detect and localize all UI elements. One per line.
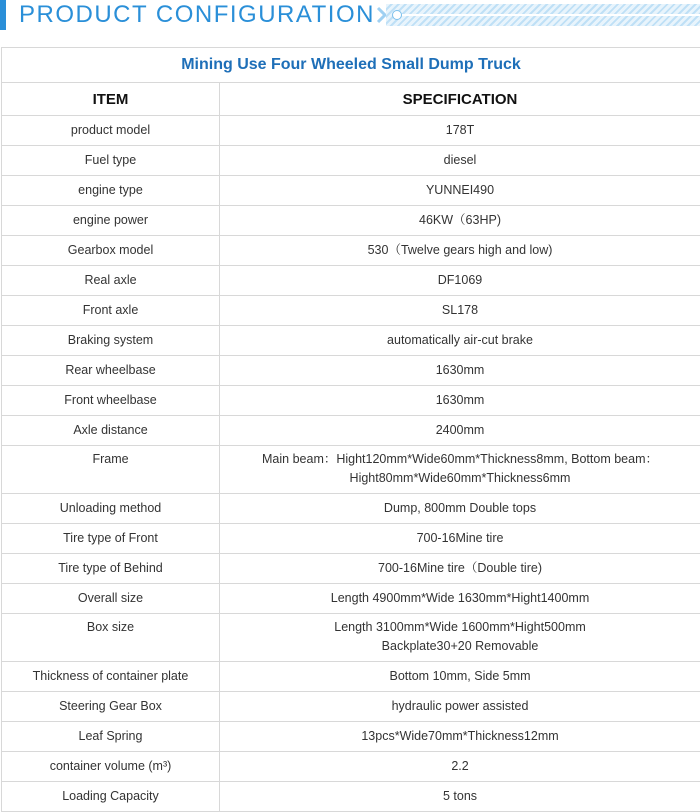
spec-cell: Dump, 800mm Double tops xyxy=(220,494,700,524)
table-row xyxy=(2,554,700,584)
table-caption: Mining Use Four Wheeled Small Dump Truck xyxy=(2,48,700,83)
table-row xyxy=(2,356,700,386)
banner-dot-icon xyxy=(392,10,402,20)
table-row xyxy=(2,116,700,146)
spec-cell: 530（Twelve gears high and low) xyxy=(220,236,700,266)
table-row xyxy=(2,752,700,782)
section-banner xyxy=(0,0,700,30)
item-cell: Front wheelbase xyxy=(2,386,220,416)
table-row xyxy=(2,584,700,614)
spec-cell: DF1069 xyxy=(220,266,700,296)
item-cell: Thickness of container plate xyxy=(2,662,220,692)
table-body xyxy=(2,116,700,812)
header-specification: SPECIFICATION xyxy=(220,83,700,116)
spec-cell: Bottom 10mm, Side 5mm xyxy=(220,662,700,692)
item-cell: Tire type of Behind xyxy=(2,554,220,584)
table-row xyxy=(2,524,700,554)
spec-line: Length 3100mm*Wide 1600mm*Hight500mm xyxy=(334,620,586,634)
spec-cell: 13pcs*Wide70mm*Thickness12mm xyxy=(220,722,700,752)
spec-line: Hight80mm*Wide60mm*Thickness6mm xyxy=(349,471,571,485)
spec-cell xyxy=(220,614,700,662)
spec-cell: 1630mm xyxy=(220,356,700,386)
spec-cell: 178T xyxy=(220,116,700,146)
banner-line xyxy=(402,14,700,16)
item-cell: Loading Capacity xyxy=(2,782,220,812)
spec-cell: 5 tons xyxy=(220,782,700,812)
table-row xyxy=(2,692,700,722)
table-row xyxy=(2,296,700,326)
table-row xyxy=(2,494,700,524)
spec-cell: 700-16Mine tire xyxy=(220,524,700,554)
spec-cell: hydraulic power assisted xyxy=(220,692,700,722)
table-row xyxy=(2,386,700,416)
table-row xyxy=(2,446,700,494)
table-header-row xyxy=(2,83,700,116)
item-cell: Steering Gear Box xyxy=(2,692,220,722)
table-row xyxy=(2,326,700,356)
item-cell: Unloading method xyxy=(2,494,220,524)
item-cell: Gearbox model xyxy=(2,236,220,266)
table-row xyxy=(2,782,700,812)
spec-cell: automatically air-cut brake xyxy=(220,326,700,356)
item-cell: Frame xyxy=(2,446,220,494)
spec-cell: 700-16Mine tire（Double tire) xyxy=(220,554,700,584)
spec-cell: 1630mm xyxy=(220,386,700,416)
item-cell: Front axle xyxy=(2,296,220,326)
spec-table xyxy=(1,47,700,812)
header-item: ITEM xyxy=(2,83,220,116)
item-cell: container volume (m³) xyxy=(2,752,220,782)
item-cell: Axle distance xyxy=(2,416,220,446)
spec-cell: diesel xyxy=(220,146,700,176)
item-cell: Leaf Spring xyxy=(2,722,220,752)
spec-line: Backplate30+20 Removable xyxy=(381,639,539,653)
spec-cell: Length 4900mm*Wide 1630mm*Hight1400mm xyxy=(220,584,700,614)
spec-cell: 2400mm xyxy=(220,416,700,446)
table-row xyxy=(2,614,700,662)
table-row xyxy=(2,662,700,692)
item-cell: Fuel type xyxy=(2,146,220,176)
spec-cell: YUNNEI490 xyxy=(220,176,700,206)
table-caption-row xyxy=(2,48,700,83)
spec-cell xyxy=(220,446,700,494)
item-cell: engine type xyxy=(2,176,220,206)
section-title: PRODUCT CONFIGURATION xyxy=(19,1,375,28)
spec-cell: 46KW（63HP) xyxy=(220,206,700,236)
table-row xyxy=(2,146,700,176)
item-cell: Tire type of Front xyxy=(2,524,220,554)
table-row xyxy=(2,416,700,446)
item-cell: Braking system xyxy=(2,326,220,356)
spec-cell: 2.2 xyxy=(220,752,700,782)
item-cell: Overall size xyxy=(2,584,220,614)
item-cell: Real axle xyxy=(2,266,220,296)
item-cell: product model xyxy=(2,116,220,146)
item-cell: Box size xyxy=(2,614,220,662)
table-row xyxy=(2,722,700,752)
table-row xyxy=(2,236,700,266)
spec-line: Main beam：Hight120mm*Wide60mm*Thickness8mm, Bottom beam： xyxy=(262,452,658,466)
table-row xyxy=(2,176,700,206)
banner-accent-bar xyxy=(0,0,6,30)
item-cell: Rear wheelbase xyxy=(2,356,220,386)
item-cell: engine power xyxy=(2,206,220,236)
table-row xyxy=(2,266,700,296)
spec-cell: SL178 xyxy=(220,296,700,326)
table-row xyxy=(2,206,700,236)
